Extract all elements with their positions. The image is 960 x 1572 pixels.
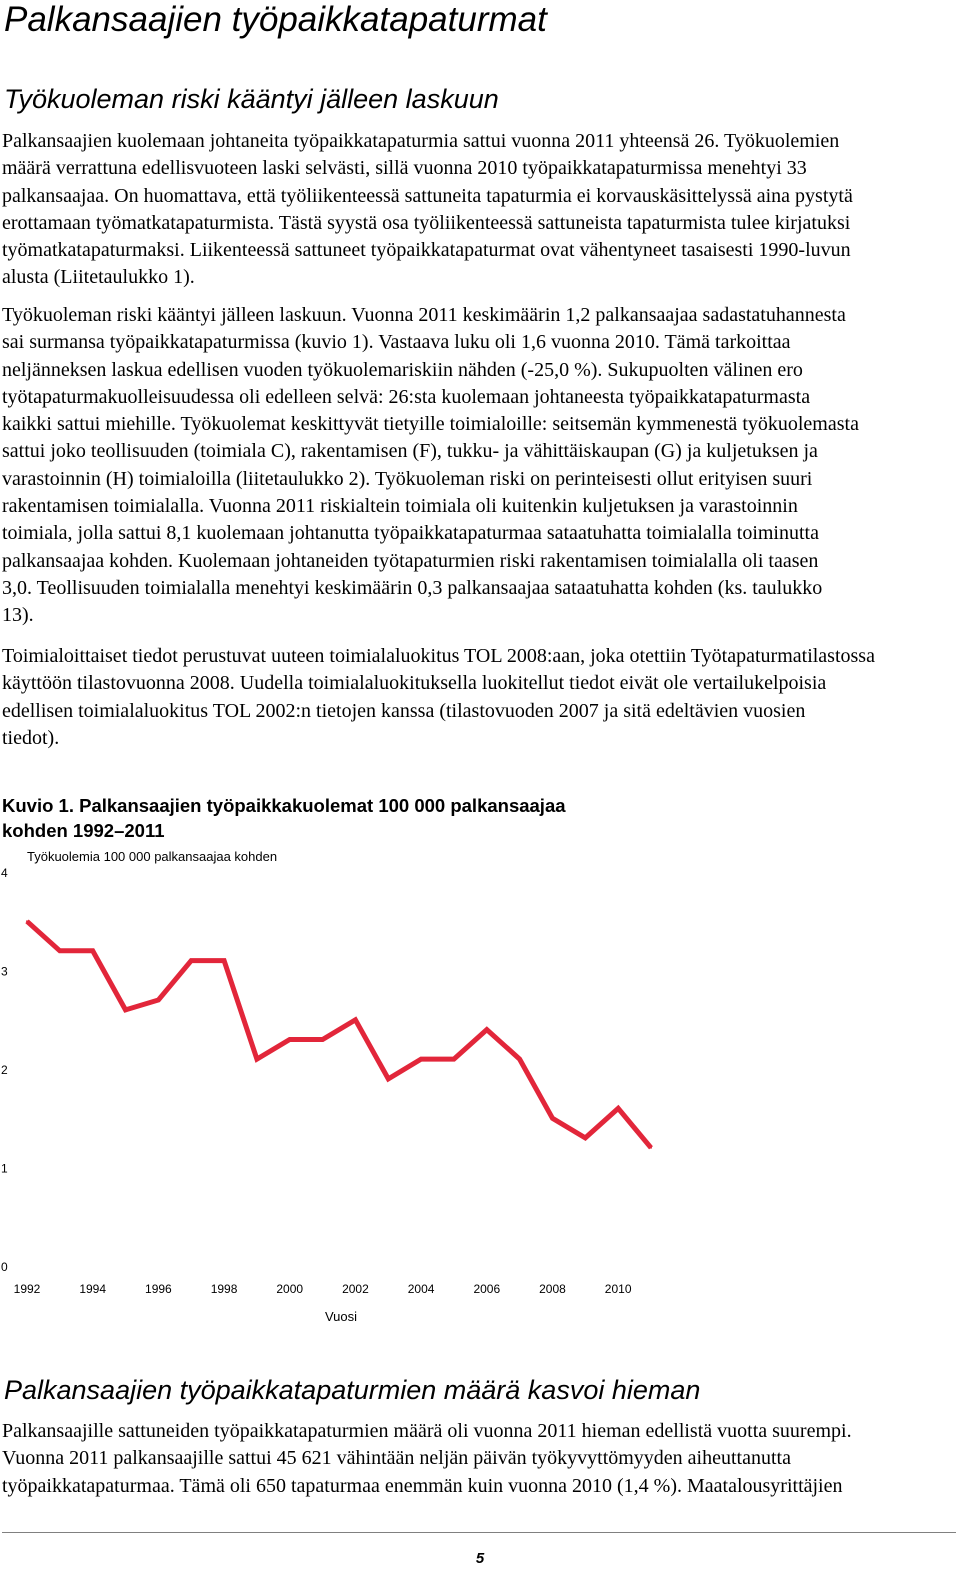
text-line: edellisen toimialaluokitus TOL 2002:n tietojen kanssa (tilastovuoden 2007 ja sitä edeltävien vuosien [2,699,806,722]
x-tick-label: 2002 [342,1282,369,1296]
figure-caption [2,793,566,843]
section-title-fatality-risk: Työkuoleman riski kääntyi jälleen laskuun [4,84,499,114]
data-point [519,1058,521,1060]
figure-caption-line: kohden 1992–2011 [2,820,165,841]
text-line: varastoinnin (H) toimialoilla (liitetaulukko 2). Työkuoleman riski on perinteisesti ollut erityisen suuri [2,467,813,490]
x-tick-label: 1998 [210,1282,238,1296]
text-line: Toimialoittaiset tiedot perustuvat uuteen toimialaluokitus TOL 2008:aan, joka otettiin Työtapaturmatilastossa [2,645,875,667]
data-point [453,1058,455,1060]
x-tick-label: 1992 [13,1282,41,1296]
text-line: erottamaan työmatkatapaturmista. Tästä syystä osa työliikenteessä sattuneista tapaturmista tulee kirjatuksi [2,211,851,234]
paragraph-risk-decline [2,302,958,630]
data-point [420,1058,422,1060]
text-line: 13). [2,604,34,627]
data-point [256,1058,258,1060]
text-line: sai surmansa työpaikkatapaturmissa (kuvio 1). Vastaava luku oli 1,6 vuonna 2010. Tämä tarkoittaa [2,331,791,354]
data-point [190,960,192,962]
data-point [223,960,225,962]
x-axis-label: Vuosi [324,1309,358,1324]
paragraph-accident-count [2,1418,958,1500]
y-axis [1,866,8,1274]
text-line: rakentamisen toimialalla. Vuonna 2011 riskialtein toimiala oli kuitenkin kuljetuksen ja varastoinnin [2,495,798,518]
text-line: toimiala, jolla sattui 8,1 kuolemaan johtanutta työpaikkatapaturmaa sataatuhatta toimialalla toiminutta [2,522,819,545]
data-point [617,1107,619,1109]
text-line: Palkansaajien kuolemaan johtaneita työpaikkatapaturmia sattui vuonna 2011 yhteensä 26. Työkuolemien [2,130,840,152]
data-point [650,1147,652,1149]
paragraph-fatalities-2011 [2,128,958,292]
series-line [27,921,651,1148]
x-axis [14,1282,632,1296]
data-point [92,950,94,952]
page-heading: Palkansaajien työpaikkatapaturmat [4,0,547,39]
page-number: 5 [475,1550,485,1567]
data-point [26,920,28,922]
text-line: palkansaajaa. On huomattava, että työliikenteessä sattuneita tapaturmia ei korvauskäsittelyssä aina pystytä [2,184,853,207]
text-line: neljänneksen laskua edellisen vuoden työkuolemariskiin nähden (-25,0 %). Sukupuolten välinen ero [2,358,803,381]
y-tick-label: 3 [1,964,8,979]
data-point [387,1078,389,1080]
data-point [322,1038,324,1040]
y-tick-label: 1 [1,1161,8,1176]
paragraph-tol-classification [2,643,958,752]
text-line: työtapaturmakuolleisuudessa oli edelleen selvä: 26:sta kuolemaan johtaneesta työpaikkatapaturmasta [2,385,811,408]
x-tick-label: 2000 [276,1282,304,1296]
text-line: palkansaajaa kohden. Kuolemaan johtaneiden työtapaturmien riski rakentamisen toimialalla oli taasen [2,549,819,572]
data-point [584,1137,586,1139]
data-point [59,950,61,952]
section-title-accident-count: Palkansaajien työpaikkatapaturmien määrä kasvoi hieman [4,1375,701,1405]
text-line: työpaikkatapaturmaa. Tämä oli 650 tapaturmaa enemmän kuin vuonna 2010 (1,4 %). Maatalousyrittäjien [2,1474,843,1497]
y-tick-label: 0 [1,1260,8,1274]
data-point [289,1038,291,1040]
x-tick-label: 2010 [604,1282,632,1296]
x-tick-label: 1996 [145,1282,172,1296]
text-line: sattui joko teollisuuden (toimiala C), rakentamisen (F), tukku- ja vähittäiskaupan (G) ja kuljetuksen ja [2,440,818,463]
x-tick-label: 1994 [79,1282,107,1296]
data-point [486,1029,488,1031]
series-group [26,920,652,1149]
x-tick-label: 2004 [407,1282,435,1296]
text-line: kaikki sattui miehille. Työkuolemat keskittyvät tietyille toimialoille: seitsemän kymmenestä työkuolemasta [2,413,859,436]
text-line: Työkuoleman riski kääntyi jälleen laskuun. Vuonna 2011 keskimäärin 1,2 palkansaajaa sadastatuhannesta [2,304,846,326]
text-line: Palkansaajille sattuneiden työpaikkatapaturmien määrä oli vuonna 2011 hieman edellistä vuotta suurempi. [2,1420,852,1442]
footer-divider [2,1532,956,1533]
text-line: määrä verrattuna edellisvuoteen laski selvästi, sillä vuonna 2010 työpaikkatapaturmissa menehtyi 33 [2,157,807,180]
text-line: alusta (Liitetaulukko 1). [2,266,195,289]
figure-caption-line: Kuvio 1. Palkansaajien työpaikkakuolemat 100 000 palkansaajaa [2,795,566,816]
y-tick-label: 2 [1,1063,8,1077]
text-line: työmatkatapaturmaksi. Liikenteessä sattuneet työpaikkatapaturmat ovat vähentyneet tasaisesti 1990-luvun [2,239,851,262]
chart-title: Työkuolemia 100 000 palkansaajaa kohden [27,849,278,864]
text-line: 3,0. Teollisuuden toimialalla menehtyi keskimäärin 0,3 palkansaajaa sataatuhatta kohden (ks. taulukko [2,576,823,599]
data-point [551,1117,553,1119]
y-tick-label: 4 [1,866,8,880]
text-line: käyttöön tilastovuonna 2008. Uudella toimialaluokituksella luokitellut tiedot eivät ole vertailukelpoisia [2,672,827,695]
fatality-line-chart [0,845,680,1330]
text-line: tiedot). [2,726,60,749]
x-tick-label: 2006 [473,1282,501,1296]
data-point [354,1019,356,1021]
x-tick-label: 2008 [539,1282,566,1296]
data-point [157,999,159,1001]
data-point [125,1009,127,1011]
text-line: Vuonna 2011 palkansaajille sattui 45 621 vähintään neljän päivän työkyvyttömyyden aiheuttanutta [2,1447,791,1470]
